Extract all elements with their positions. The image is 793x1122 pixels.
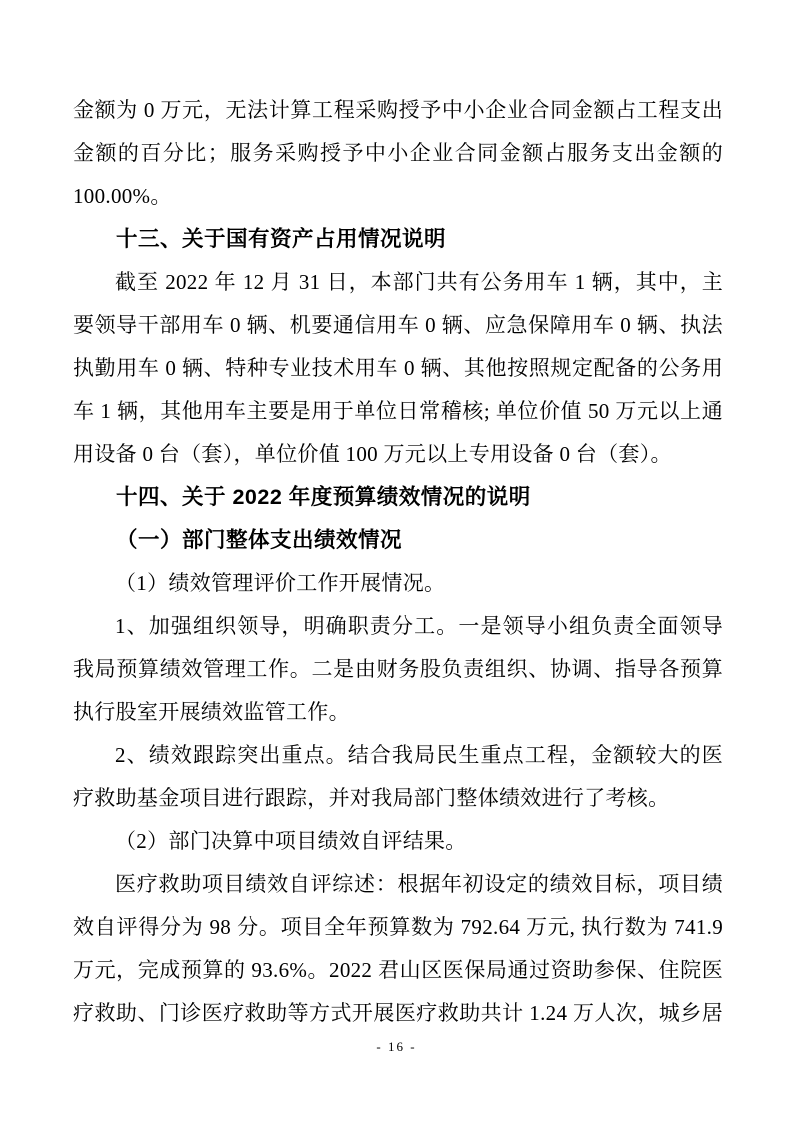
text-line: 2、绩效跟踪突出重点。结合我局民生重点工程，金额较大的医: [115, 743, 723, 767]
text-line: 我局预算绩效管理工作。二是由财务股负责组织、协调、指导各预算: [73, 657, 723, 681]
text-line: 1、加强组织领导，明确职责分工。一是领导小组负责全面领导: [115, 614, 723, 638]
text-line: 100.00%。: [73, 184, 172, 208]
page-footer: [0, 1038, 793, 1056]
text-line: 车 1 辆，其他用车主要是用于单位日常稽核; 单位价值 50 万元以上通: [73, 399, 723, 423]
text-line: （1）绩效管理评价工作开展情况。: [115, 571, 446, 595]
section-heading: 十四、关于 2022 年度预算绩效情况的说明: [116, 485, 531, 509]
text-line: 截至 2022 年 12 月 31 日，本部门共有公务用车 1 辆，其中，主: [115, 270, 723, 294]
text-line: 用设备 0 台（套），单位价值 100 万元以上专用设备 0 台（套）。: [73, 442, 672, 466]
page-number: - 16 -: [376, 1039, 417, 1054]
text-line: 医疗救助项目绩效自评综述：根据年初设定的绩效目标，项目绩: [115, 872, 723, 896]
section-heading: （一）部门整体支出绩效情况: [116, 528, 403, 552]
text-line: 疗救助基金项目进行跟踪，并对我局部门整体绩效进行了考核。: [73, 786, 670, 810]
text-line: 要领导干部用车 0 辆、机要通信用车 0 辆、应急保障用车 0 辆、执法: [73, 313, 723, 337]
document-body: [73, 89, 723, 1035]
text-line: 金额为 0 万元，无法计算工程采购授予中小企业合同金额占工程支出: [73, 98, 723, 122]
text-line: 执行股室开展绩效监管工作。: [73, 700, 350, 724]
text-line: （2）部门决算中项目绩效自评结果。: [115, 829, 467, 853]
text-line: 金额的百分比；服务采购授予中小企业合同金额占服务支出金额的: [73, 141, 723, 165]
section-heading: 十三、关于国有资产占用情况说明: [116, 227, 447, 251]
text-line: 执勤用车 0 辆、特种专业技术用车 0 辆、其他按照规定配备的公务用: [73, 356, 723, 380]
text-line: 疗救助、门诊医疗救助等方式开展医疗救助共计 1.24 万人次，城乡居: [73, 1001, 723, 1025]
text-line: 万元，完成预算的 93.6%。2022 君山区医保局通过资助参保、住院医: [73, 958, 723, 982]
text-line: 效自评得分为 98 分。项目全年预算数为 792.64 万元, 执行数为 741.9: [73, 915, 723, 939]
